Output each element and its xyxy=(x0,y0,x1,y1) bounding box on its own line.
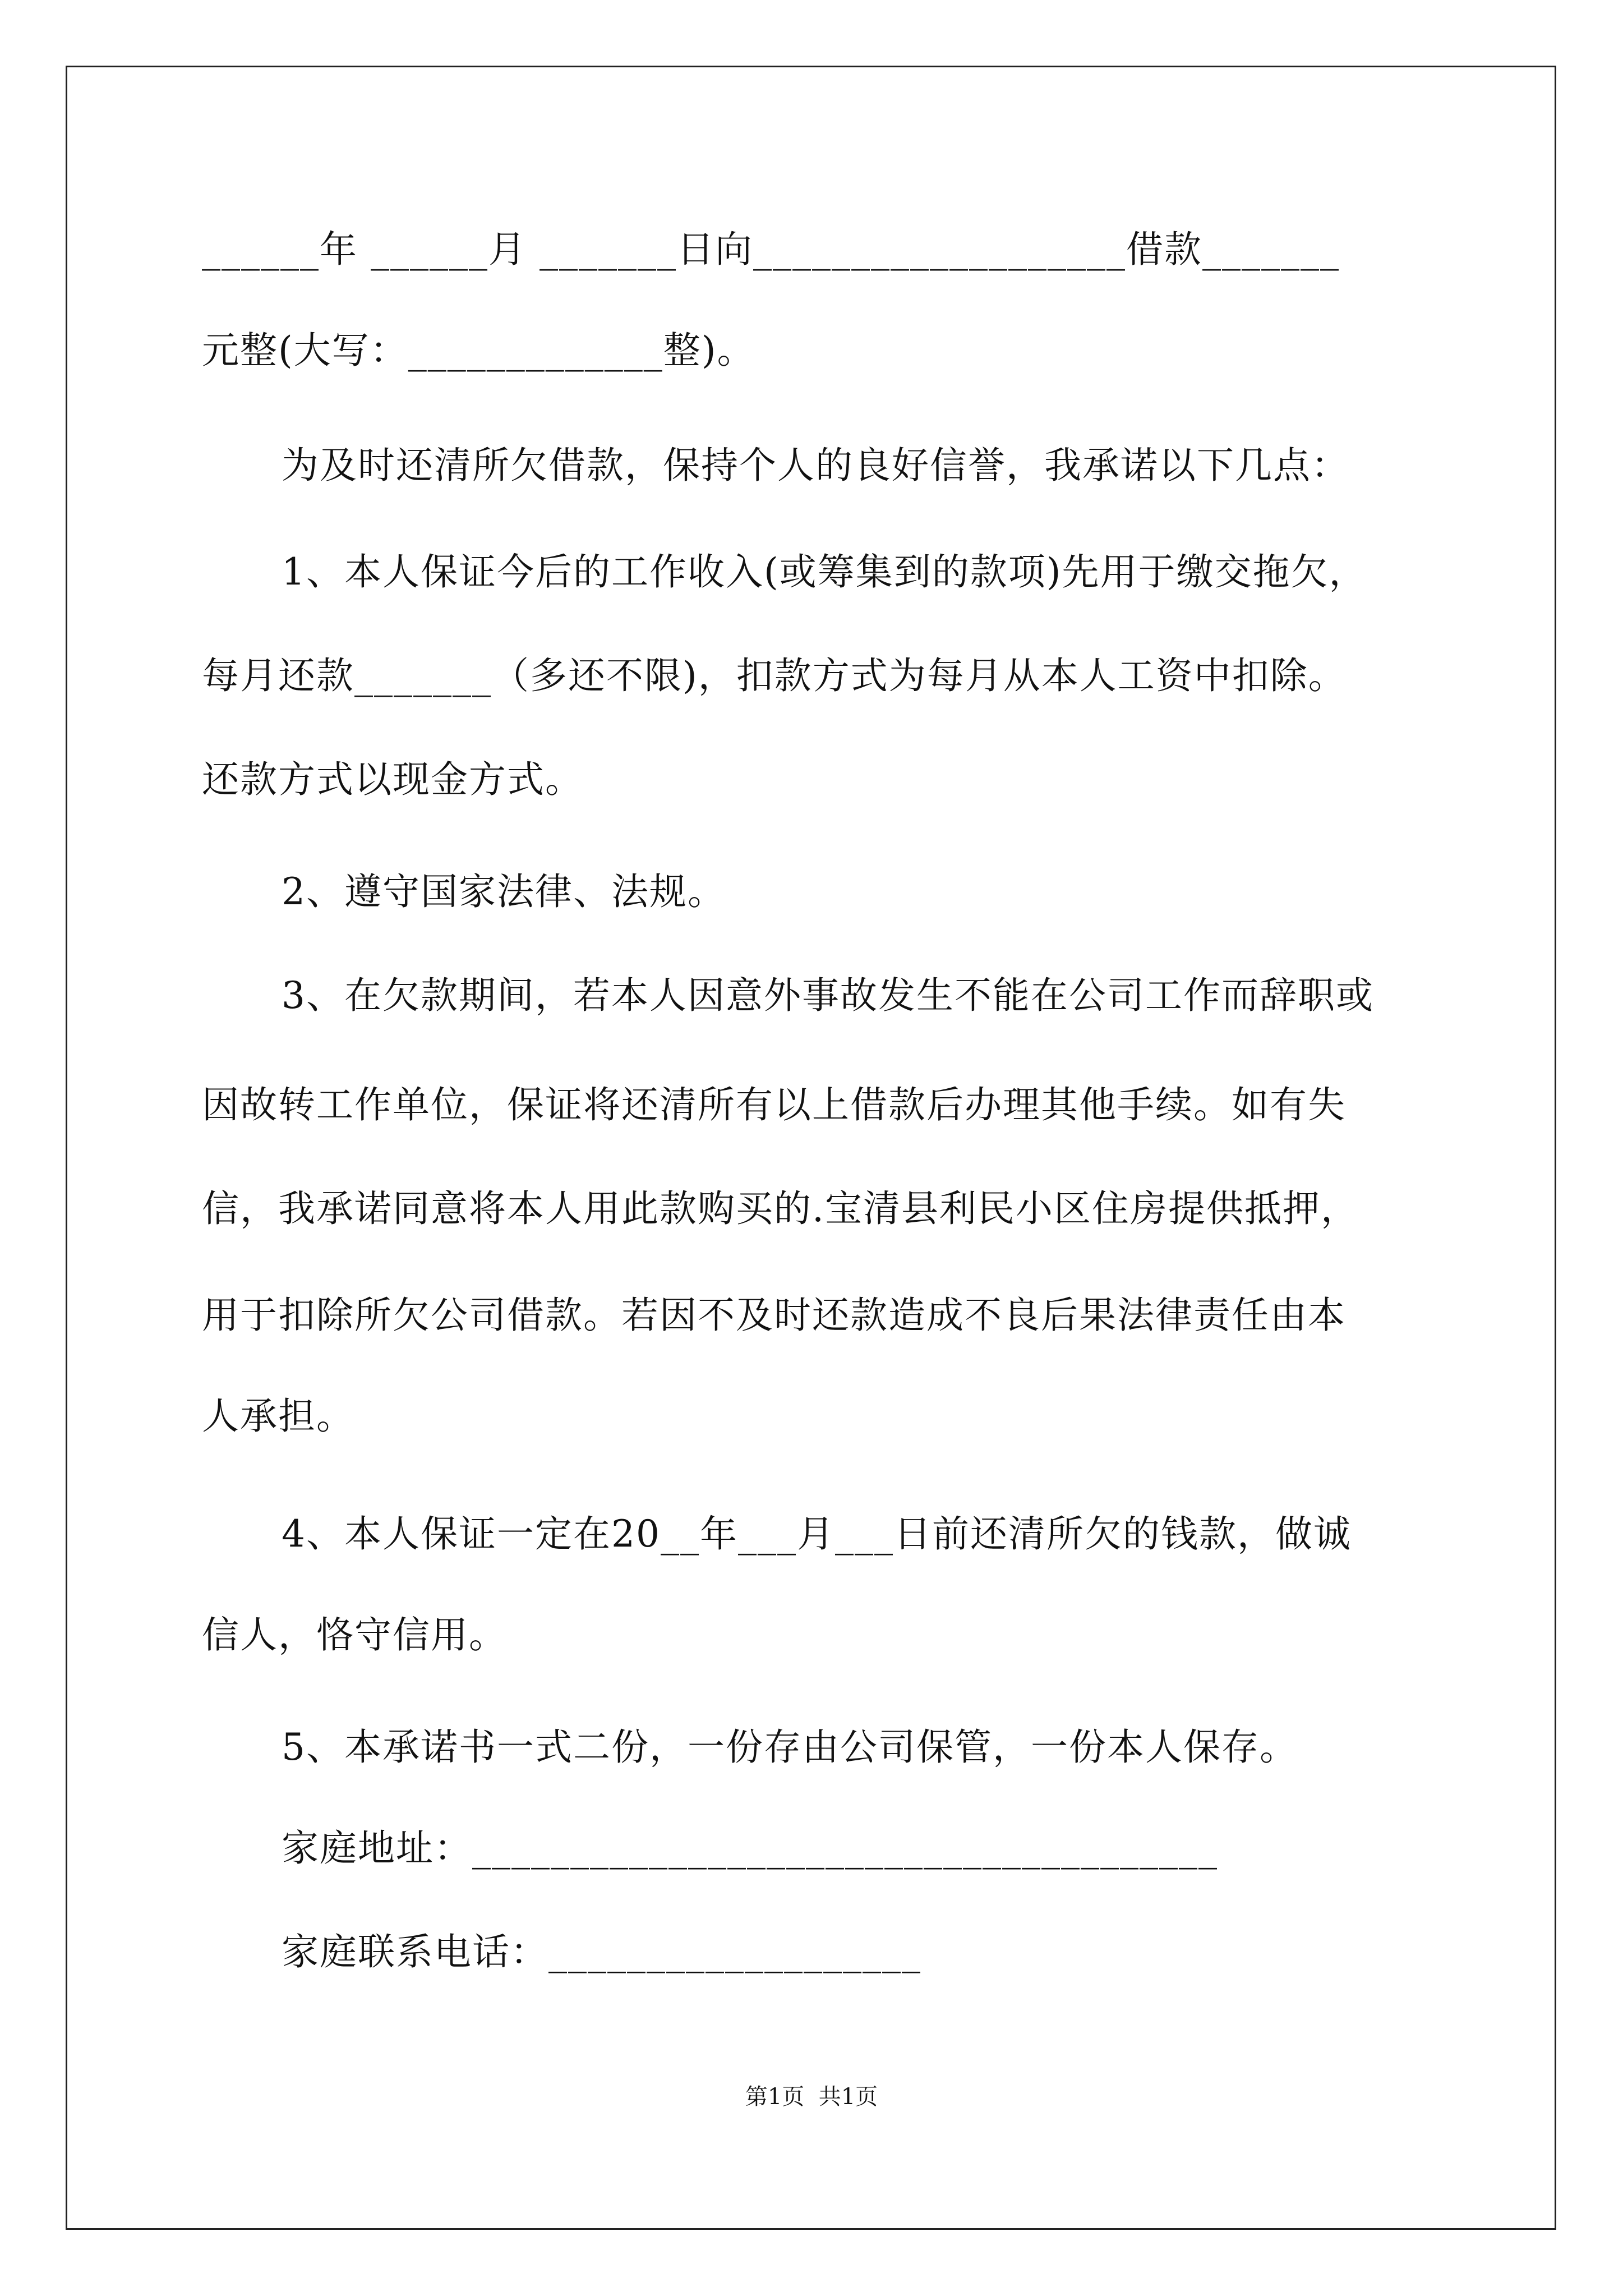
text-line-7: 2、遵守国家法律、法规。 xyxy=(282,870,726,913)
text-line-6: 还款方式以现金方式。 xyxy=(202,758,583,801)
text-line-14: 信人，恪守信用。 xyxy=(202,1613,507,1657)
text-line-12: 人承担。 xyxy=(202,1395,354,1438)
text-line-10: 信，我承诺同意将本人用此款购买的.宝清县利民小区住房提供抵押， xyxy=(202,1187,1359,1230)
text-line-16: 家庭地址：______________________________________ xyxy=(282,1826,1218,1870)
text-line-11: 用于扣除所欠公司借款。若因不及时还款造成不良后果法律责任由本 xyxy=(202,1294,1346,1337)
text-line-1: ______年 ______月 _______日向___________________借款_______ xyxy=(202,228,1340,271)
page-footer: 第1页 共1页 xyxy=(745,2084,878,2110)
text-line-5: 每月还款_______（多还不限)，扣款方式为每月从本人工资中扣除。 xyxy=(202,654,1347,697)
text-line-13: 4、本人保证一定在20__年___月___日前还清所欠的钱款，做诚 xyxy=(282,1512,1352,1556)
text-line-2: 元整(大写：_____________整)。 xyxy=(202,329,755,372)
page-border xyxy=(66,66,1556,2230)
text-line-4: 1、本人保证今后的工作收入(或筹集到的款项)先用于缴交拖欠， xyxy=(282,550,1367,593)
text-line-9: 因故转工作单位，保证将还清所有以上借款后办理其他手续。如有失 xyxy=(202,1083,1346,1126)
text-line-17: 家庭联系电话：___________________ xyxy=(282,1930,921,1973)
text-line-8: 3、在欠款期间，若本人因意外事故发生不能在公司工作而辞职或 xyxy=(282,974,1374,1017)
text-line-15: 5、本承诺书一式二份，一份存由公司保管，一份本人保存。 xyxy=(282,1726,1298,1769)
text-line-3: 为及时还清所欠借款，保持个人的良好信誉，我承诺以下几点： xyxy=(282,444,1349,487)
